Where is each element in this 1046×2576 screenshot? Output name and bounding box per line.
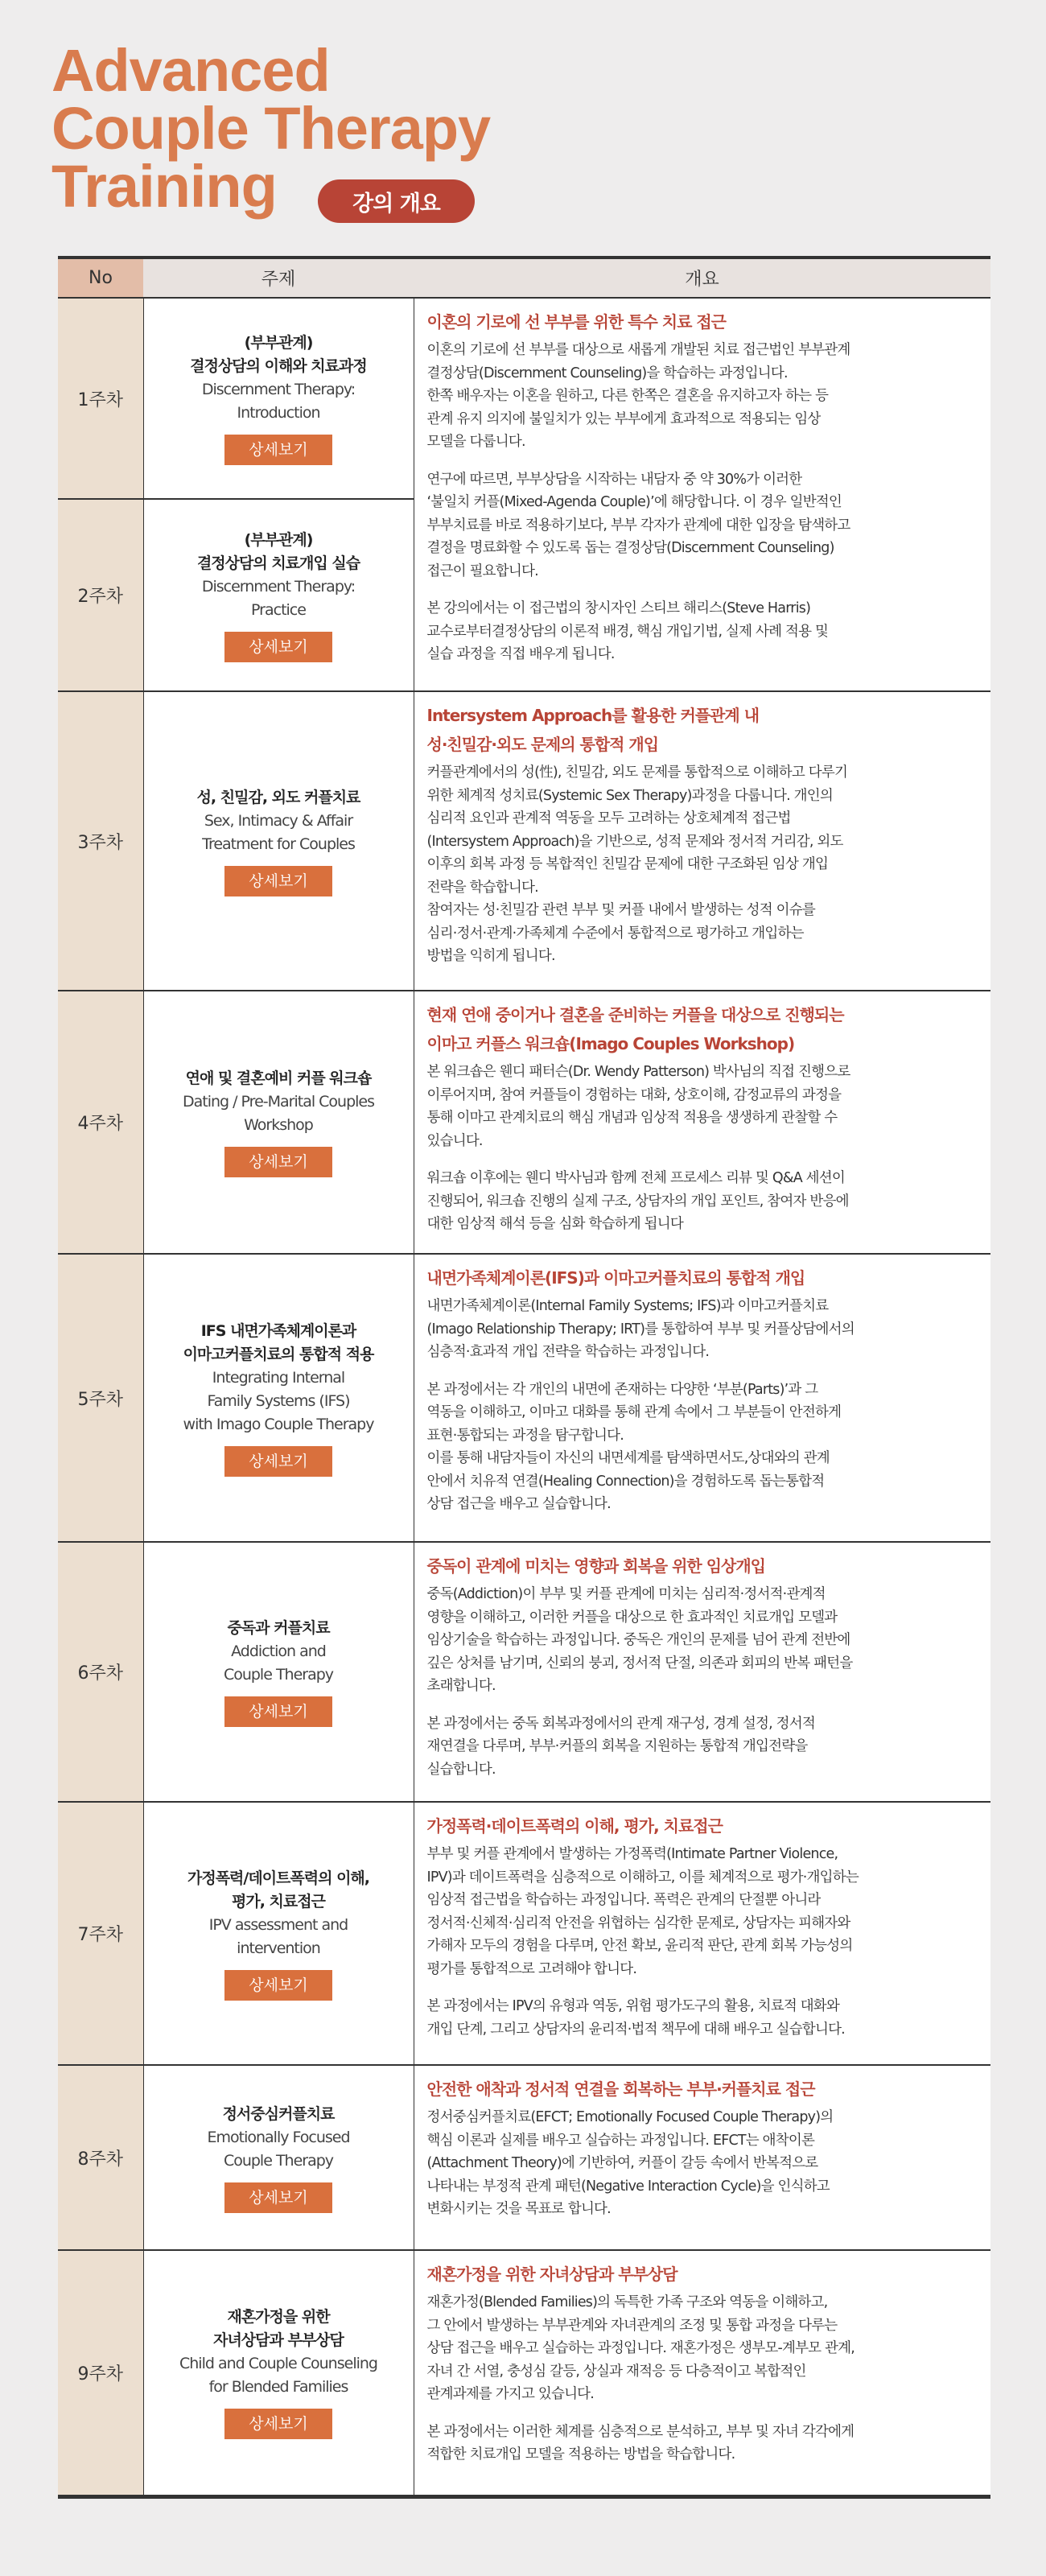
table-row <box>58 1542 990 1802</box>
curriculum-table <box>58 256 990 2499</box>
summary-line: 한쪽 배우자는 이혼을 원하고, 다른 한쪽은 결혼을 유지하고자 하는 등 <box>426 388 829 404</box>
topic-korean: 성, 친밀감, 외도 커플치료 <box>196 788 360 806</box>
topic-cell <box>143 2250 414 2496</box>
summary-heading: Intersystem Approach를 활용한 커플관계 내 <box>426 706 760 725</box>
topic-cell <box>143 991 414 1254</box>
summary-paragraph <box>427 468 991 583</box>
table-row <box>58 298 990 499</box>
topic-english: Practice <box>251 600 306 619</box>
summary-line: 참여자는 성·친밀감 관련 부부 및 커플 내에서 발생하는 성적 이슈를 <box>426 902 815 918</box>
summary-heading: 이혼의 기로에 선 부부를 위한 특수 치료 접근 <box>426 312 726 332</box>
table-row <box>58 1254 990 1542</box>
topic-english: Discernment Therapy: <box>201 381 356 398</box>
summary-cell <box>414 691 990 991</box>
header-topic: 주제 <box>143 258 414 298</box>
summary-heading: 내면가족체계이론(IFS)과 이마고커플치료의 통합적 개입 <box>426 1268 805 1288</box>
summary-heading: 현재 연애 중이거나 결혼을 준비하는 커플을 대상으로 진행되는 <box>426 1005 844 1024</box>
summary-paragraph <box>427 1995 991 2041</box>
week-number: 3주차 <box>58 691 143 991</box>
topic-english: Addiction and <box>231 1642 326 1660</box>
summary-line: 결정을 명료화할 수 있도록 돕는 결정상담(Discernment Counseling) <box>426 540 834 556</box>
summary-line: 결정상담(Discernment Counseling)을 학습하는 과정입니다. <box>426 365 788 381</box>
topic-korean: 자녀상담과 부부상담 <box>213 2331 344 2350</box>
topic-korean: 정서중심커플치료 <box>222 2104 335 2123</box>
summary-line: 임상기술을 학습하는 과정입니다. 중독은 개인의 문제를 넘어 관계 전반에 <box>426 1632 850 1648</box>
summary-line: 연구에 따르면, 부부상담을 시작하는 내담자 중 약 30%가 이러한 <box>426 471 802 488</box>
details-button[interactable]: 상세보기 <box>224 1446 332 1477</box>
week-number: 8주차 <box>58 2065 143 2250</box>
summary-line: 커플관계에서의 성(性), 친밀감, 외도 문제를 통합적으로 이해하고 다루기 <box>426 765 848 781</box>
summary-line: 본 워크숍은 웬디 패터슨(Dr. Wendy Patterson) 박사님의 직접 진행으로 <box>426 1064 850 1080</box>
summary-heading: 재혼가정을 위한 자녀상담과 부부상담 <box>426 2265 677 2284</box>
summary-cell <box>414 1802 990 2065</box>
summary-line: 가해자 모두의 경험을 다루며, 안전 확보, 윤리적 판단, 관계 회복 가능성의 <box>426 1938 853 1954</box>
summary-line: (Attachment Theory)에 기반하여, 커플이 갈등 속에서 반복적으로 <box>426 2155 818 2171</box>
topic-cell <box>143 1254 414 1542</box>
summary-line: 진행되어, 워크숍 진행의 실제 구조, 상담자의 개입 포인트, 참여자 반응에 <box>426 1193 849 1210</box>
table-row <box>58 991 990 1254</box>
topic-english: Family Systems (IFS) <box>207 1391 350 1410</box>
topic-korean: 중독과 커플치료 <box>227 1619 330 1637</box>
summary-line: 이루어지며, 참여 커플들이 경험하는 대화, 상호이해, 감정교류의 과정을 <box>426 1086 842 1103</box>
details-button[interactable]: 상세보기 <box>224 2409 332 2439</box>
summary-line: 이혼의 기로에 선 부부를 대상으로 새롭게 개발된 치료 접근법인 부부관계 <box>426 342 850 358</box>
table-header-row <box>58 258 990 298</box>
topic-english: IPV assessment and <box>208 1915 348 1934</box>
week-number: 1주차 <box>58 298 143 499</box>
summary-heading: 중독이 관계에 미치는 영향과 회복을 위한 임상개입 <box>426 1556 765 1576</box>
summary-paragraph <box>427 2291 991 2406</box>
summary-line: 표현·통합되는 과정을 탐구합니다. <box>426 1427 624 1444</box>
topic-english: Introduction <box>237 404 320 422</box>
table-row <box>58 691 990 991</box>
summary-line: 접근이 필요합니다. <box>426 563 538 579</box>
summary-cell <box>414 991 990 1254</box>
summary-line: 임상적 접근법을 학습하는 과정입니다. 폭력은 관계의 단절뿐 아니라 <box>426 1892 821 1908</box>
topic-korean: (부부관계) <box>244 530 313 549</box>
week-number: 7주차 <box>58 1802 143 2065</box>
summary-line: 교수로부터결정상담의 이론적 배경, 핵심 개입기법, 실제 사례 적용 및 <box>426 623 829 640</box>
summary-heading: 가정폭력·데이트폭력의 이해, 평가, 치료접근 <box>426 1816 723 1836</box>
topic-english: Treatment for Couples <box>202 835 355 853</box>
topic-english: intervention <box>237 1939 320 1957</box>
topic-korean: 재혼가정을 위한 <box>227 2308 330 2327</box>
summary-line: 그 안에서 발생하는 부부관계와 자녀관계의 조정 및 통합 과정을 다루는 <box>426 2317 838 2334</box>
details-button[interactable]: 상세보기 <box>224 1696 332 1727</box>
topic-english: for Blended Families <box>208 2378 348 2397</box>
summary-line: 적합한 치료개입 모델을 적용하는 방법을 학습합니다. <box>426 2446 735 2463</box>
summary-line: 실습 과정을 직접 배우게 됩니다. <box>426 646 615 662</box>
summary-paragraph <box>427 1061 991 1152</box>
summary-line: 관계과제를 가지고 있습니다. <box>426 2386 595 2402</box>
week-number: 6주차 <box>58 1542 143 1802</box>
summary-line: 개입 단계, 그리고 상담자의 윤리적·법적 책무에 대해 배우고 실습합니다. <box>426 2021 845 2038</box>
week-number: 2주차 <box>58 499 143 691</box>
header-summary: 개요 <box>414 258 990 298</box>
summary-line: 통해 이마고 관계치료의 핵심 개념과 임상적 적용을 생생하게 관찰할 수 <box>426 1110 838 1126</box>
summary-cell <box>414 298 990 691</box>
summary-line: 변화시키는 것을 목표로 합니다. <box>426 2201 611 2217</box>
summary-line: 전략을 학습합니다. <box>426 879 538 896</box>
summary-line: 내면가족체계이론(Internal Family Systems; IFS)과 이마고커플치료 <box>426 1298 829 1314</box>
summary-line: 실습합니다. <box>426 1761 496 1778</box>
topic-korean: 이마고커플치료의 통합적 적용 <box>183 1345 374 1363</box>
summary-line: 관계 유지 의지에 불일치가 있는 부부에게 효과적으로 적용되는 임상 <box>426 410 821 427</box>
summary-line: 영향을 이해하고, 이러한 커플을 대상으로 한 효과적인 치료개입 모델과 <box>426 1609 838 1626</box>
summary-line: (Intersystem Approach)을 기반으로, 성적 문제와 정서적 거리감, 외도 <box>426 833 843 850</box>
details-button[interactable]: 상세보기 <box>224 1147 332 1177</box>
topic-english: Couple Therapy <box>223 1666 334 1684</box>
summary-line: 심리적 요인과 관계적 역동을 모두 고려하는 상호체계적 접근법 <box>426 810 791 826</box>
topic-cell <box>143 298 414 499</box>
week-number: 4주차 <box>58 991 143 1254</box>
summary-line: 대한 임상적 해석 등을 심화 학습하게 됩니다 <box>426 1216 683 1232</box>
table-row <box>58 1802 990 2065</box>
table-row <box>58 2065 990 2250</box>
topic-korean: IFS 내면가족체계이론과 <box>200 1321 356 1340</box>
summary-paragraph <box>427 761 991 968</box>
summary-line: 상담 접근을 배우고 실습하는 과정입니다. 재혼가정은 생부모-계부모 관계, <box>426 2340 855 2356</box>
topic-english: Child and Couple Counseling <box>179 2355 377 2373</box>
summary-line: IPV)과 데이트폭력을 심층적으로 이해하고, 이를 체계적으로 평가·개입하는 <box>426 1869 859 1886</box>
summary-line: 재연결을 다루며, 부부·커플의 회복을 지원하는 통합적 개입전략을 <box>426 1738 808 1754</box>
topic-english: Emotionally Focused <box>207 2128 350 2146</box>
topic-korean: 연애 및 결혼예비 커플 워크숍 <box>185 1070 372 1087</box>
summary-line: 핵심 이론과 실제를 배우고 실습하는 과정입니다. EFCT는 애착이론 <box>426 2132 815 2149</box>
title-line: Couple Therapy <box>51 95 491 162</box>
summary-paragraph <box>427 1713 991 1782</box>
topic-english: Workshop <box>244 1116 313 1134</box>
summary-paragraph <box>427 1843 991 1980</box>
summary-line: 본 과정에서는 이러한 체계를 심층적으로 분석하고, 부부 및 자녀 각각에게 <box>426 2423 855 2440</box>
summary-line: 깊은 상처를 남기며, 신뢰의 붕괴, 정서적 단절, 의존과 회피의 반복 패턴을 <box>426 1655 853 1671</box>
week-number: 5주차 <box>58 1254 143 1542</box>
summary-line: 중독(Addiction)이 부부 및 커플 관계에 미치는 심리적·정서적·관계적 <box>426 1586 826 1602</box>
details-button[interactable]: 상세보기 <box>224 866 332 896</box>
header-no: No <box>58 258 143 298</box>
topic-english: Sex, Intimacy & Affair <box>204 811 353 830</box>
summary-line: ‘불일치 커플(Mixed-Agenda Couple)’에 해당합니다. 이 경우 일반적인 <box>426 494 842 510</box>
topic-cell <box>143 2065 414 2250</box>
summary-paragraph <box>427 2106 991 2221</box>
topic-english: Integrating Internal <box>212 1368 345 1387</box>
summary-line: 이후의 회복 과정 등 복합적인 친밀감 문제에 대한 구조화된 임상 개입 <box>426 856 829 872</box>
table-row <box>58 2250 990 2496</box>
topic-cell <box>143 1542 414 1802</box>
summary-line: 평가를 통합적으로 고려해야 합니다. <box>426 1960 637 1977</box>
summary-paragraph <box>427 1295 991 1364</box>
summary-paragraph <box>427 1379 991 1516</box>
summary-line: 정서적·신체적·심리적 안전을 위협하는 심각한 문제로, 상담자는 피해자와 <box>426 1914 850 1931</box>
summary-paragraph <box>427 597 991 666</box>
summary-line: (Imago Relationship Therapy; IRT)를 통합하여 부부 및 커플상담에서의 <box>426 1321 855 1337</box>
summary-line: 본 과정에서는 중독 회복과정에서의 관계 재구성, 경계 설정, 정서적 <box>426 1715 815 1732</box>
topic-korean: (부부관계) <box>244 334 313 352</box>
summary-cell <box>414 1254 990 1542</box>
summary-line: 재혼가정(Blended Families)의 독특한 가족 구조와 역동을 이해하고, <box>426 2294 828 2310</box>
topic-cell <box>143 691 414 991</box>
details-button[interactable]: 상세보기 <box>224 1970 332 2001</box>
summary-line: 워크숍 이후에는 웬디 박사님과 함께 전체 프로세스 리뷰 및 Q&A 세션이 <box>426 1170 845 1186</box>
summary-line: 심리·정서·관계·가족체계 수준에서 통합적으로 평가하고 개입하는 <box>426 925 804 942</box>
details-button[interactable]: 상세보기 <box>224 2182 332 2213</box>
summary-line: 본 강의에서는 이 접근법의 창시자인 스티브 해리스(Steve Harris) <box>426 600 811 616</box>
topic-cell <box>143 1802 414 2065</box>
topic-cell <box>143 499 414 691</box>
summary-line: 정서중심커플치료(EFCT; Emotionally Focused Couple Therapy)의 <box>426 2109 834 2125</box>
topic-korean: 가정폭력/데이트폭력의 이해, <box>187 1869 370 1887</box>
topic-english: Couple Therapy <box>223 2151 334 2170</box>
summary-line: 상담 접근을 배우고 실습합니다. <box>426 1496 611 1512</box>
title-line: Training <box>51 153 277 220</box>
summary-cell <box>414 2065 990 2250</box>
summary-heading: 성·친밀감·외도 문제의 통합적 개입 <box>426 735 659 754</box>
topic-korean: 평가, 치료접근 <box>232 1892 325 1910</box>
summary-cell <box>414 1542 990 1802</box>
details-button[interactable]: 상세보기 <box>224 632 332 662</box>
summary-line: 부부 및 커플 관계에서 발생하는 가정폭력(Intimate Partner Violence, <box>426 1846 838 1862</box>
summary-paragraph <box>427 1167 991 1236</box>
summary-heading: 이마고 커플스 워크숍(Imago Couples Workshop) <box>426 1034 795 1053</box>
topic-korean: 결정상담의 치료개입 실습 <box>196 554 360 572</box>
course-overview-badge: 강의 개요 <box>318 179 475 223</box>
summary-line: 방법을 익히게 됩니다. <box>426 948 555 964</box>
summary-line: 안에서 치유적 연결(Healing Connection)을 경험하도록 돕는통합적 <box>426 1473 825 1490</box>
week-number: 9주차 <box>58 2250 143 2496</box>
summary-line: 본 과정에서는 IPV의 유형과 역동, 위험 평가도구의 활용, 치료적 대화와 <box>426 1998 840 2014</box>
details-button[interactable]: 상세보기 <box>224 435 332 465</box>
title-line: Advanced <box>51 37 330 104</box>
summary-paragraph <box>427 1583 991 1698</box>
summary-cell <box>414 2250 990 2496</box>
topic-korean: 결정상담의 이해와 치료과정 <box>190 357 367 375</box>
summary-line: 있습니다. <box>426 1132 483 1149</box>
summary-heading: 안전한 애착과 정서적 연결을 회복하는 부부·커플치료 접근 <box>426 2079 815 2099</box>
summary-paragraph <box>427 339 991 454</box>
summary-line: 위한 체계적 성치료(Systemic Sex Therapy)과정을 다룹니다. 개인의 <box>426 787 833 804</box>
summary-paragraph <box>427 2421 991 2467</box>
summary-line: 역동을 이해하고, 이마고 대화를 통해 관계 속에서 그 부분들이 안전하게 <box>426 1404 842 1420</box>
topic-english: with Imago Couple Therapy <box>183 1415 374 1433</box>
summary-line: 나타내는 부정적 관계 패턴(Negative Interaction Cycle)을 인식하고 <box>426 2178 830 2195</box>
summary-line: 이를 통해 내담자들이 자신의 내면세계를 탐색하면서도,상대와의 관계 <box>426 1450 830 1466</box>
topic-english: Dating / Pre-Marital Couples <box>182 1093 375 1111</box>
summary-line: 초래합니다. <box>426 1678 496 1694</box>
summary-line: 자녀 간 서열, 충성심 갈등, 상실과 재적응 등 다층적이고 복합적인 <box>426 2363 806 2380</box>
summary-line: 심층적·효과적 개입 전략을 학습하는 과정입니다. <box>426 1344 710 1360</box>
summary-line: 모델을 다룹니다. <box>426 434 525 450</box>
summary-line: 본 과정에서는 각 개인의 내면에 존재하는 다양한 ‘부분(Parts)’과 그 <box>426 1381 818 1398</box>
topic-english: Discernment Therapy: <box>201 577 356 596</box>
summary-line: 부부치료를 바로 적용하기보다, 부부 각자가 관계에 대한 입장을 탐색하고 <box>426 517 850 534</box>
